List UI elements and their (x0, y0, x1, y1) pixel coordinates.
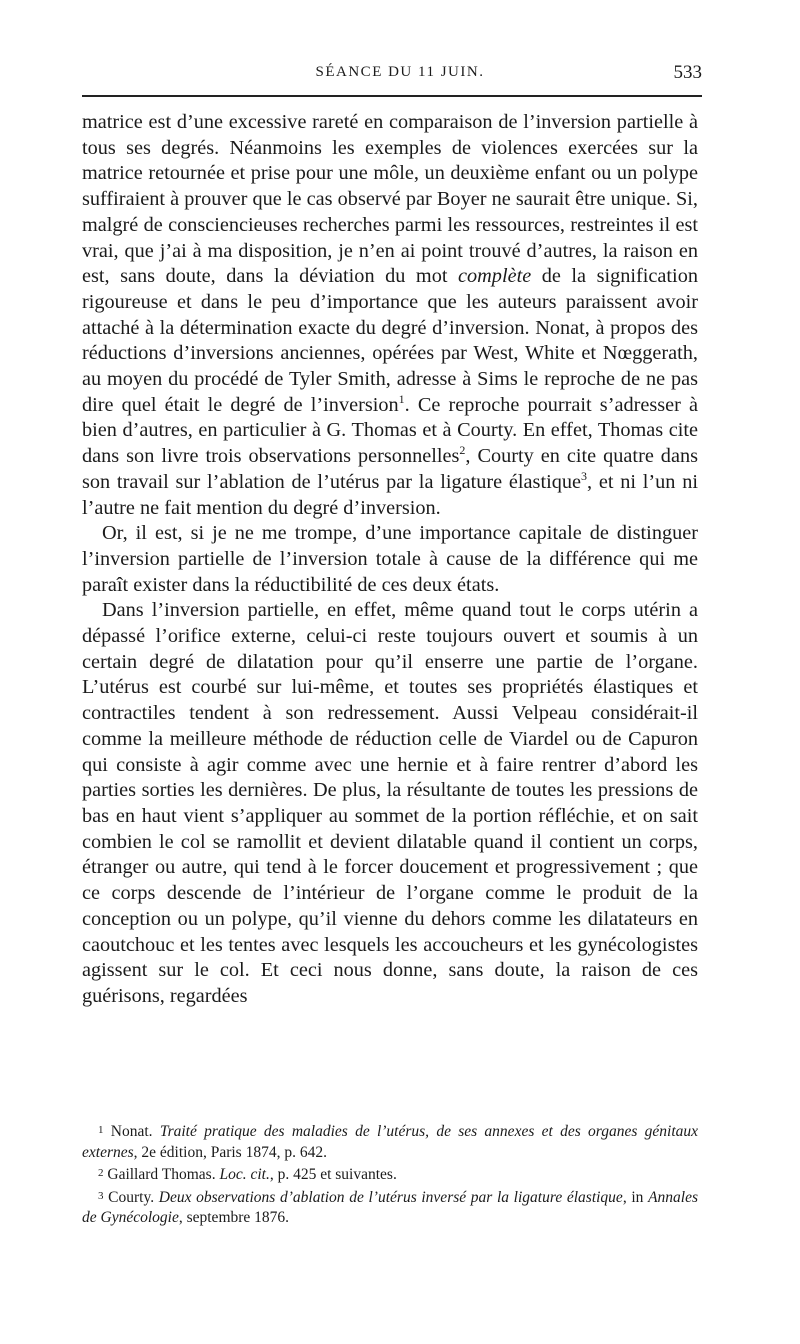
footnote-3-pre: Courty. (108, 1188, 159, 1206)
footnote-2-mark: 2 (98, 1167, 104, 1179)
footnote-2-pre: Gaillard Thomas. (107, 1166, 220, 1183)
page-number: 533 (673, 62, 702, 83)
footnote-2-title: Loc. cit. (219, 1166, 270, 1183)
paragraph-3: Dans l’inversion partielle, en effet, même quand tout le corps utérin a dépassé l’orifice externe, celui-ci reste toujours ouvert et soumis à un certain degré de dilatation pour qu’il enserre une partie de l’organe. L’utérus est courbé sur lui-même, et toutes ses propriétés élastiques et contractiles tendent à son redressement. Aussi Velpeau considérait-il comme la meilleure méthode de réduction celle de Viardel ou de Capuron qui consiste à agir comme avec une hernie et à faire rentrer d’abord les parties sorties les dernières. De plus, la résultante de toutes les pressions de bas en haut vient s’appliquer au sommet de la portion réfléchie, et on sait combien le col se ramollit et devient dilatable quand il contient un corps, étranger ou autre, qui tend à le forcer doucement et progressivement ; que ce corps descende de l’intérieur de l’organe comme le produit de la conception ou un polype, qu’il vienne du dehors comme les dilatateurs en caoutchouc et les tentes avec lesquels les accoucheurs et les gynécologistes agissent sur le col. Et ceci nous donne, sans doute, la raison de ces guérisons, regardées (82, 599, 698, 1007)
footnote-3-journal: Annales de Gynécologie (82, 1188, 698, 1226)
paragraph-1-emphasis: complète (458, 265, 532, 288)
footnotes (82, 1120, 698, 1229)
footnote-3-post: , in (622, 1188, 649, 1206)
footnote-3 (82, 1186, 698, 1229)
footnote-ref-1[interactable]: 1 (398, 391, 405, 406)
page-header (0, 58, 800, 88)
footnote-ref-2[interactable]: 2 (459, 443, 466, 458)
footnote-1 (82, 1120, 698, 1163)
paragraph-1-text-e: , et ni l’un ni l’autre ne fait mention du degré d’inversion. (82, 470, 698, 519)
footnote-1-mark: 1 (98, 1124, 104, 1136)
paragraph-1-text-a: matrice est d’une excessive rareté en comparaison de l’inversion partielle à tous ses degrés. Néanmoins les exemples de violences exercées sur la matrice retournée et prise pour une môle, un deuxième enfant ou un polype suffiraient à prouver que le cas observé par Boyer ne saurait être unique. Si, malgré de consciencieuses recherches parmi les ressources, restreintes il est vrai, que j’ai à ma disposition, je n’en ai point trouvé d’autres, la raison en est, sans doute, dans la déviation du mot (82, 111, 698, 288)
paragraph-1-text-d: , Courty en cite quatre dans son travail sur l’ablation de l’utérus par la ligature élastique (82, 445, 698, 493)
footnote-1-pre: Nonat. (110, 1123, 160, 1140)
footnote-2 (82, 1163, 698, 1186)
running-title: SÉANCE DU 11 JUIN. (315, 64, 485, 80)
footnote-2-post: , p. 425 et suivantes. (269, 1166, 397, 1183)
footnote-1-title: Traité pratique des maladies de l’utérus, de ses annexes et des organes génitaux externes (82, 1123, 699, 1161)
paragraph-2: Or, il est, si je ne me trompe, d’une importance capitale de distinguer l’inversion partielle de l’inversion totale à cause de la différence qui me paraît exister dans la réductibilité de ces deux états. (82, 522, 698, 596)
footnote-ref-3[interactable]: 3 (581, 469, 587, 484)
paragraph-1 (82, 110, 698, 521)
paragraph-1-text-c: . Ce reproche pourrait s’adresser à bien d’autres, en particulier à G. Thomas et à Courty. En effet, Thomas cite dans son livre trois observations personnelles (82, 393, 698, 468)
body-text (82, 110, 698, 1010)
footnote-3-title: Deux observations d’ablation de l’utérus inversé par la ligature élastique (158, 1188, 623, 1206)
footnote-3-post2: , septembre 1876. (178, 1209, 290, 1226)
footnote-1-post: , 2e édition, Paris 1874, p. 642. (133, 1143, 327, 1161)
paragraph-1-text-b: de la signification rigoureuse et dans le peu d’importance que les auteurs paraissent avoir attaché à la détermination exacte du degré d’inversion. Nonat, à propos des réductions d’inversions anciennes, opérées par West, White et Nœggerath, au moyen du procédé de Tyler Smith, adresse à Sims le reproche de ne pas dire quel était le degré de l’inversion (82, 265, 698, 416)
header-rule (82, 95, 702, 97)
footnote-3-mark: 3 (98, 1189, 104, 1202)
